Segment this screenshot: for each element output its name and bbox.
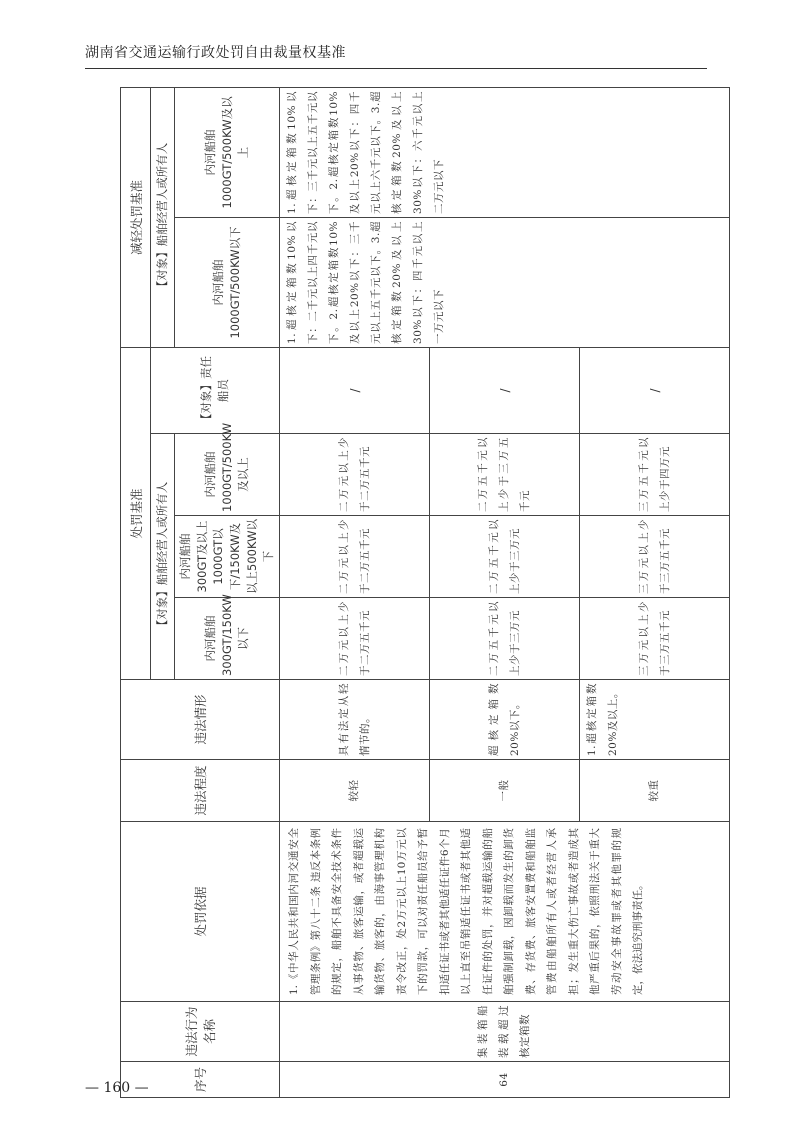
header-target-owner: 【对象】船舶经营人或所有人 — [151, 434, 175, 680]
degree-light: 较轻 — [280, 760, 430, 822]
reduced-small: 1.超核定箱数10%以下：二千元以上四千元以下。2.超核定箱数10%及以上20%以下：三千元以上五千元以下。3.超核定箱数20%及以上30%以下：四千元以上一万元以下 — [280, 217, 730, 347]
penalty-small-normal: 二万五千元以上少于三万元 — [430, 598, 580, 680]
row-act-name: 集装箱船装载超过核定箱数 — [280, 1002, 730, 1062]
header-col-large: 内河船舶1000GT/500KW及以上 — [175, 434, 280, 516]
degree-heavy: 较重 — [580, 760, 730, 822]
penalty-table — [120, 87, 730, 1098]
row-seq: 64 — [280, 1062, 730, 1098]
header-circumstance: 违法情形 — [121, 680, 280, 760]
penalty-mid-heavy: 三万元以上少于三万五千元 — [580, 516, 730, 598]
header-rule — [85, 68, 707, 69]
header-penalty-standard: 处罚基准 — [121, 347, 151, 679]
crew-heavy: / — [580, 347, 730, 433]
header-act-name: 违法行为名称 — [121, 1002, 280, 1062]
header-col-mid: 内河船舶300GT及以上1000GT以下/150KW及以上500KW以下 — [175, 516, 280, 598]
penalty-table-rotated — [120, 88, 720, 1098]
header-target-owner-reduced: 【对象】船舶经营人或所有人 — [151, 87, 175, 347]
row-basis: 1.《中华人民共和国内河交通安全管理条例》第八十二条 违反本条例的规定，船舶不具备安全技术条件从事货物、旅客运输，或者超载运输货物、旅客的，由海事管理机构责令改正，处2万元以上10万元以下的罚款，可以对责任船员给予暂扣适任证书或者其他适任证件6个月以上直至吊销适任证书或者其他适任证件的处罚，并对超载运输的船舶强制卸载，因卸载而发生的卸货费、存货费、旅客安置费和船舶监管费由船舶所有人或者经营人承担；发生重大伤亡事故或者造成其他严重后果的，依照刑法关于重大劳动安全事故罪或者其他罪的规定，依法追究刑事责任。 — [280, 822, 730, 1002]
penalty-mid-light: 二万元以上少于二万五千元 — [280, 516, 430, 598]
crew-light: / — [280, 347, 430, 433]
header-col-red-large: 内河船舶1000GT/500KW及以上 — [175, 87, 280, 217]
running-header: 湖南省交通运输行政处罚自由裁量权基准 — [85, 45, 346, 61]
reduced-large: 1.超核定箱数10%以下：三千元以上五千元以下。2.超核定箱数10%及以上20%以下：四千元以上六千元以下。3.超核定箱数20%及以上30%以下：六千元以上二万元以下 — [280, 87, 730, 217]
header-basis: 处罚依据 — [121, 822, 280, 1002]
header-reduced-standard: 减轻处罚基准 — [121, 87, 151, 347]
header-degree: 违法程度 — [121, 760, 280, 822]
crew-normal: / — [430, 347, 580, 433]
penalty-small-heavy: 三万元以上少于三万五千元 — [580, 598, 730, 680]
circumstance-normal: 超核定箱数20%以下。 — [430, 680, 580, 760]
page-number: — 160 — — [85, 1080, 149, 1096]
header-col-small: 内河船舶300GT/150KW以下 — [175, 598, 280, 680]
circumstance-heavy: 1.超核定箱数20%及以上。 — [580, 680, 730, 760]
penalty-mid-normal: 二万五千元以上少于三万元 — [430, 516, 580, 598]
penalty-small-light: 二万元以上少于二万五千元 — [280, 598, 430, 680]
degree-normal: 一般 — [430, 760, 580, 822]
header-seq: 序号 — [121, 1062, 280, 1098]
circumstance-light: 具有法定从轻情节的。 — [280, 680, 430, 760]
header-target-crew: 【对象】责任船员 — [151, 347, 280, 433]
header-col-red-small: 内河船舶1000GT/500KW以下 — [175, 217, 280, 347]
penalty-large-heavy: 三万五千元以上少于四万元 — [580, 434, 730, 516]
penalty-large-normal: 二万五千元以上少于三万五千元 — [430, 434, 580, 516]
penalty-large-light: 二万元以上少于二万五千元 — [280, 434, 430, 516]
